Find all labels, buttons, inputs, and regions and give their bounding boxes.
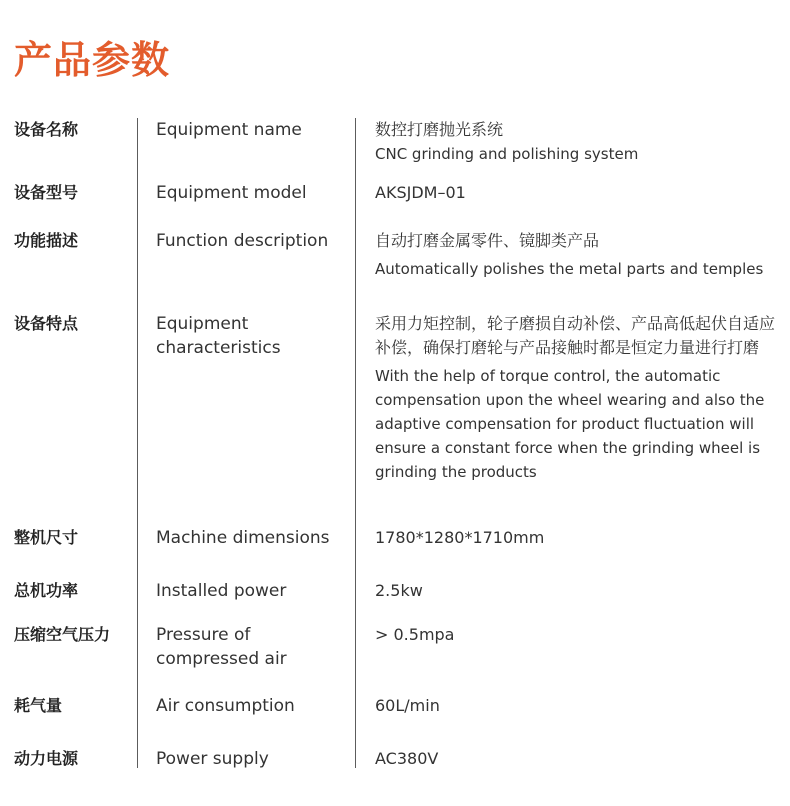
value bbox=[375, 312, 780, 484]
label-en: Air consumption bbox=[156, 696, 295, 716]
label-cn: 设备特点 bbox=[14, 314, 79, 333]
value bbox=[375, 747, 780, 771]
value-en: With the help of torque control, the automatic compensation upon the wheel wearing and also the adaptive compensation for product fluctuation will ensure a constant force when the grinding wheel is grinding the products bbox=[375, 367, 765, 481]
label-cn: 功能描述 bbox=[14, 231, 79, 250]
value-cn: 60L/min bbox=[375, 696, 440, 715]
label-en: Equipment name bbox=[156, 120, 302, 140]
value bbox=[375, 694, 780, 718]
page-title: 产品参数 bbox=[14, 38, 171, 82]
label-cn: 压缩空气压力 bbox=[14, 625, 111, 644]
value bbox=[375, 579, 780, 603]
value-cn: AKSJDM–01 bbox=[375, 183, 466, 202]
column-divider-right bbox=[355, 118, 356, 768]
value bbox=[375, 526, 780, 550]
label-en: Installed power bbox=[156, 581, 287, 601]
label-cn: 设备型号 bbox=[14, 183, 79, 202]
value-cn: 采用力矩控制，轮子磨损自动补偿、产品高低起伏自适应补偿，确保打磨轮与产品接触时都是恒定力量进行打磨 bbox=[375, 314, 776, 357]
value-cn: 2.5kw bbox=[375, 581, 423, 600]
column-divider-left bbox=[137, 118, 138, 768]
value-cn: 自动打磨金属零件、镜脚类产品 bbox=[375, 231, 600, 250]
value-cn: AC380V bbox=[375, 749, 439, 768]
label-en: Machine dimensions bbox=[156, 528, 330, 548]
label-en: Equipment characteristics bbox=[156, 314, 281, 358]
label-cn: 整机尺寸 bbox=[14, 528, 79, 547]
value-en: CNC grinding and polishing system bbox=[375, 145, 639, 163]
value bbox=[375, 229, 780, 281]
value bbox=[375, 623, 780, 647]
label-en: Pressure of compressed air bbox=[156, 625, 287, 669]
label-en: Power supply bbox=[156, 749, 269, 769]
value bbox=[375, 181, 780, 205]
value-cn: 数控打磨抛光系统 bbox=[375, 120, 504, 139]
value bbox=[375, 118, 780, 166]
label-en: Function description bbox=[156, 231, 329, 251]
label-cn: 设备名称 bbox=[14, 120, 79, 139]
value-en: Automatically polishes the metal parts and temples bbox=[375, 260, 764, 278]
value-cn: 1780*1280*1710mm bbox=[375, 528, 545, 547]
label-cn: 总机功率 bbox=[14, 581, 79, 600]
label-cn: 耗气量 bbox=[14, 696, 63, 715]
value-cn: > 0.5mpa bbox=[375, 625, 455, 644]
label-cn: 动力电源 bbox=[14, 749, 79, 768]
label-en: Equipment model bbox=[156, 183, 307, 203]
